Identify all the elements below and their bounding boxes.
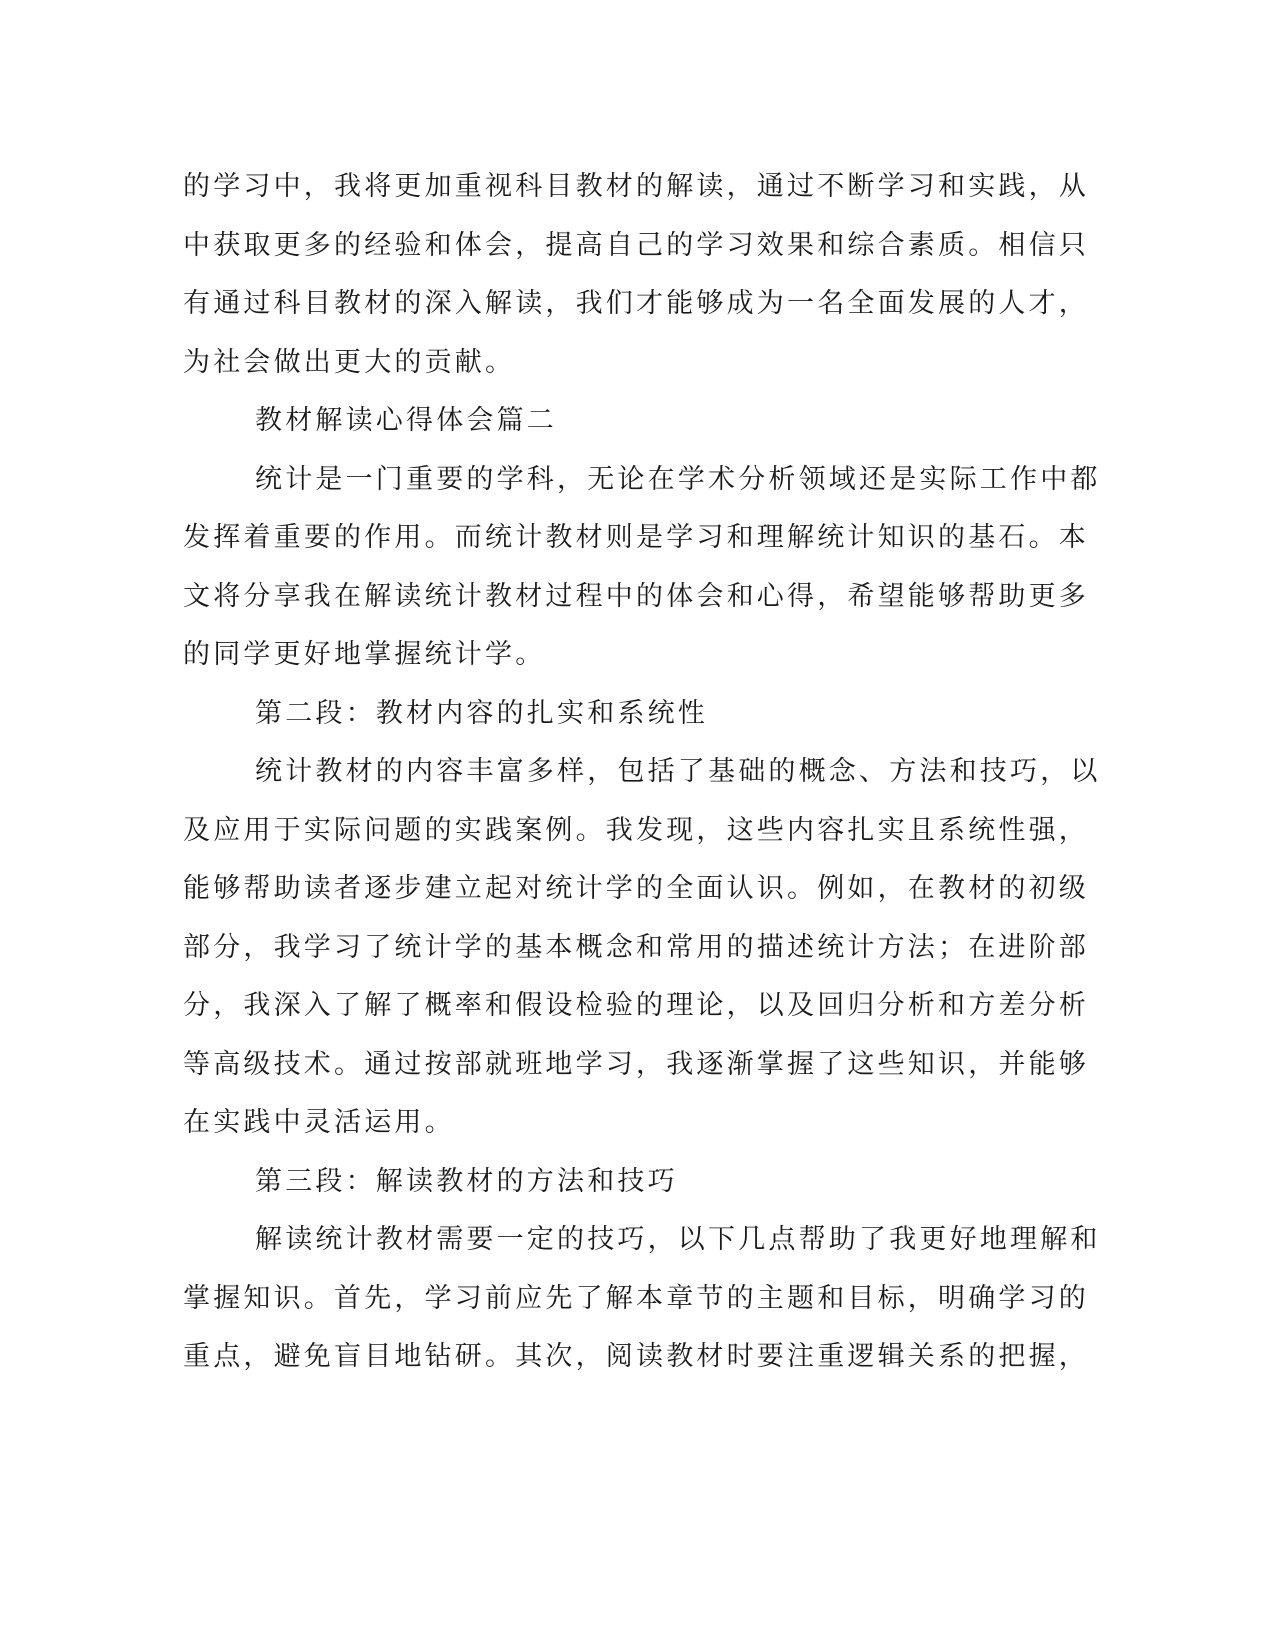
text-line: 发挥着重要的作用。而统计教材则是学习和理解统计知识的基石。本 bbox=[183, 522, 1089, 553]
text-line: 的同学更好地掌握统计学。 bbox=[183, 639, 546, 670]
text-line: 的学习中，我将更加重视科目教材的解读，通过不断学习和实践，从 bbox=[183, 171, 1089, 202]
text-line: 重点，避免盲目地钻研。其次，阅读教材时要注重逻辑关系的把握， bbox=[183, 1341, 1089, 1372]
text-line: 统计教材的内容丰富多样，包括了基础的概念、方法和技巧，以 bbox=[255, 756, 1101, 787]
text-line: 掌握知识。首先，学习前应先了解本章节的主题和目标，明确学习的 bbox=[183, 1282, 1089, 1314]
text-line: 解读统计教材需要一定的技巧，以下几点帮助了我更好地理解和 bbox=[255, 1224, 1101, 1255]
text-line: 为社会做出更大的贡献。 bbox=[183, 346, 516, 378]
text-line: 分，我深入了解了概率和假设检验的理论，以及回归分析和方差分析 bbox=[183, 990, 1089, 1021]
text-line: 能够帮助读者逐步建立起对统计学的全面认识。例如，在教材的初级 bbox=[183, 873, 1089, 904]
section-heading: 第三段：解读教材的方法和技巧 bbox=[255, 1165, 678, 1197]
text-line: 有通过科目教材的深入解读，我们才能够成为一名全面发展的人才， bbox=[183, 288, 1089, 319]
text-line: 等高级技术。通过按部就班地学习，我逐渐掌握了这些知识，并能够 bbox=[183, 1048, 1089, 1080]
section-heading: 教材解读心得体会篇二 bbox=[255, 405, 557, 436]
text-line: 中获取更多的经验和体会，提高自己的学习效果和综合素质。相信只 bbox=[183, 229, 1089, 261]
text-line: 在实践中灵活运用。 bbox=[183, 1107, 455, 1138]
text-line: 及应用于实际问题的实践案例。我发现，这些内容扎实且系统性强， bbox=[183, 814, 1089, 846]
section-heading: 第二段：教材内容的扎实和系统性 bbox=[255, 697, 708, 729]
text-line: 统计是一门重要的学科，无论在学术分析领域还是实际工作中都 bbox=[255, 463, 1101, 495]
text-line: 文将分享我在解读统计教材过程中的体会和心得，希望能够帮助更多 bbox=[183, 580, 1089, 612]
text-line: 部分，我学习了统计学的基本概念和常用的描述统计方法；在进阶部 bbox=[183, 931, 1089, 963]
body-text bbox=[183, 158, 1101, 1387]
